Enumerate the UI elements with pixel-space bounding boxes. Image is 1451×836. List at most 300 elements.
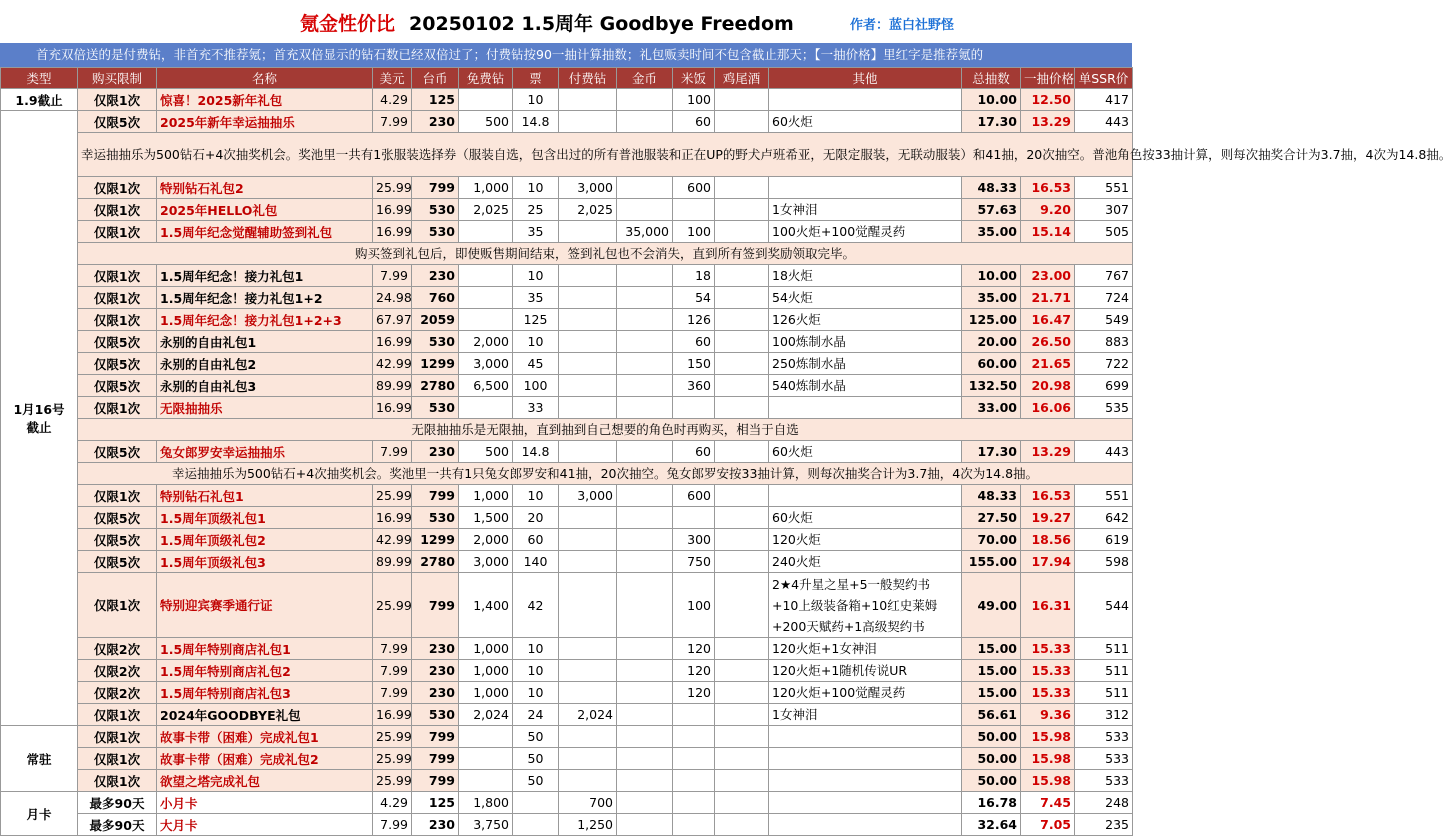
cell-per: 16.47	[1021, 309, 1075, 331]
cell-per: 23.00	[1021, 265, 1075, 287]
cell-ticket: 10	[513, 485, 559, 507]
cell-other	[769, 770, 962, 792]
cell-ticket: 45	[513, 353, 559, 375]
cell-ssr: 883	[1075, 331, 1133, 353]
cell-twd: 799	[412, 748, 459, 770]
cell-free: 1,000	[459, 682, 513, 704]
cell-limit: 仅限1次	[78, 485, 157, 507]
cell-rice	[673, 770, 715, 792]
cell-rice: 600	[673, 485, 715, 507]
title-bar	[0, 0, 1132, 43]
cell-ssr: 312	[1075, 704, 1133, 726]
table-row	[1, 199, 1133, 221]
cell-name: 故事卡带（困难）完成礼包1	[157, 726, 373, 748]
cell-per: 21.71	[1021, 287, 1075, 309]
cell-limit: 仅限1次	[78, 573, 157, 638]
cell-other: 540炼制水晶	[769, 375, 962, 397]
cell-free	[459, 287, 513, 309]
cell-limit: 仅限5次	[78, 529, 157, 551]
note-row	[1, 419, 1133, 441]
subtitle-text: 20250102 1.5周年 Goodbye Freedom	[409, 13, 794, 35]
title-text: 氪金性价比	[300, 13, 396, 35]
cell-paid: 700	[559, 792, 617, 814]
cell-per: 13.29	[1021, 441, 1075, 463]
cell-usd: 16.99	[373, 221, 412, 243]
column-header: 单SSR价	[1075, 68, 1133, 89]
cell-free: 500	[459, 441, 513, 463]
cell-free: 2,024	[459, 704, 513, 726]
cell-limit: 仅限5次	[78, 375, 157, 397]
cell-limit: 最多90天	[78, 814, 157, 836]
cell-total: 32.64	[962, 814, 1021, 836]
cell-per: 15.33	[1021, 660, 1075, 682]
cell-per: 15.98	[1021, 726, 1075, 748]
cell-per: 20.98	[1021, 375, 1075, 397]
notice-banner	[0, 43, 1132, 67]
cell-name: 永别的自由礼包1	[157, 331, 373, 353]
cell-twd: 530	[412, 704, 459, 726]
column-header: 购买限制	[78, 68, 157, 89]
cell-name: 2024年GOODBYE礼包	[157, 704, 373, 726]
cell-gold	[617, 199, 673, 221]
cell-ssr: 505	[1075, 221, 1133, 243]
cell-twd: 530	[412, 331, 459, 353]
cell-total: 48.33	[962, 485, 1021, 507]
cell-twd: 230	[412, 638, 459, 660]
table-row	[1, 551, 1133, 573]
cell-ssr: 443	[1075, 441, 1133, 463]
cell-cocktail	[715, 199, 769, 221]
column-header: 一抽价格	[1021, 68, 1075, 89]
cell-cocktail	[715, 770, 769, 792]
cell-usd: 67.97	[373, 309, 412, 331]
cell-gold	[617, 309, 673, 331]
cell-cocktail	[715, 726, 769, 748]
cell-ticket: 10	[513, 682, 559, 704]
cell-ticket: 14.8	[513, 441, 559, 463]
cell-paid	[559, 660, 617, 682]
cell-cocktail	[715, 375, 769, 397]
cell-per: 15.33	[1021, 682, 1075, 704]
cell-rice: 120	[673, 638, 715, 660]
column-header: 付费钻	[559, 68, 617, 89]
cell-gold: 35,000	[617, 221, 673, 243]
cell-rice: 120	[673, 660, 715, 682]
cell-limit: 仅限1次	[78, 770, 157, 792]
cell-cocktail	[715, 792, 769, 814]
cell-ssr: 248	[1075, 792, 1133, 814]
cell-usd: 42.99	[373, 353, 412, 375]
cell-ticket: 10	[513, 89, 559, 111]
cell-ssr: 417	[1075, 89, 1133, 111]
cell-gold	[617, 551, 673, 573]
cell-rice: 126	[673, 309, 715, 331]
cell-ticket: 10	[513, 638, 559, 660]
cell-name: 大月卡	[157, 814, 373, 836]
cell-other	[769, 792, 962, 814]
table-row	[1, 485, 1133, 507]
cell-limit: 仅限5次	[78, 331, 157, 353]
cell-rice: 360	[673, 375, 715, 397]
cell-ssr: 307	[1075, 199, 1133, 221]
price-table	[0, 67, 1451, 836]
cell-limit: 仅限1次	[78, 726, 157, 748]
cell-name: 1.5周年纪念觉醒辅助签到礼包	[157, 221, 373, 243]
cell-total: 70.00	[962, 529, 1021, 551]
cell-ssr: 533	[1075, 726, 1133, 748]
cell-total: 50.00	[962, 770, 1021, 792]
table-row	[1, 792, 1133, 814]
cell-paid	[559, 726, 617, 748]
cell-limit: 仅限1次	[78, 265, 157, 287]
cell-free: 2,000	[459, 529, 513, 551]
cell-name: 2025年新年幸运抽抽乐	[157, 111, 373, 133]
cell-other	[769, 814, 962, 836]
cell-free	[459, 265, 513, 287]
cell-cocktail	[715, 704, 769, 726]
cell-other: 100炼制水晶	[769, 331, 962, 353]
cell-ssr: 511	[1075, 682, 1133, 704]
table-row	[1, 704, 1133, 726]
column-header: 金币	[617, 68, 673, 89]
cell-other	[769, 726, 962, 748]
cell-limit: 仅限1次	[78, 704, 157, 726]
cell-usd: 16.99	[373, 331, 412, 353]
cell-limit: 仅限2次	[78, 682, 157, 704]
cell-name: 2025年HELLO礼包	[157, 199, 373, 221]
cell-ticket: 125	[513, 309, 559, 331]
cell-usd: 7.99	[373, 441, 412, 463]
cell-paid	[559, 573, 617, 638]
cell-usd: 25.99	[373, 177, 412, 199]
cell-rice	[673, 199, 715, 221]
cell-free	[459, 726, 513, 748]
cell-ticket: 50	[513, 748, 559, 770]
table-row	[1, 265, 1133, 287]
cell-rice: 750	[673, 551, 715, 573]
cell-twd: 760	[412, 287, 459, 309]
cell-ssr: 642	[1075, 507, 1133, 529]
cell-ticket: 140	[513, 551, 559, 573]
cell-name: 1.5周年顶级礼包1	[157, 507, 373, 529]
cell-other: 60火炬	[769, 507, 962, 529]
cell-name: 永别的自由礼包3	[157, 375, 373, 397]
cell-twd: 530	[412, 397, 459, 419]
cell-other: 250炼制水晶	[769, 353, 962, 375]
cell-limit: 仅限5次	[78, 441, 157, 463]
cell-usd: 16.99	[373, 704, 412, 726]
note-row	[1, 243, 1133, 265]
cell-rice	[673, 397, 715, 419]
cell-cocktail	[715, 331, 769, 353]
cell-gold	[617, 770, 673, 792]
cell-ticket: 42	[513, 573, 559, 638]
cell-rice	[673, 726, 715, 748]
cell-free: 2,000	[459, 331, 513, 353]
cell-ticket: 33	[513, 397, 559, 419]
cell-ticket: 35	[513, 287, 559, 309]
cell-usd: 7.99	[373, 682, 412, 704]
cell-ssr: 724	[1075, 287, 1133, 309]
cell-name: 特别钻石礼包2	[157, 177, 373, 199]
cell-rice: 60	[673, 331, 715, 353]
cell-gold	[617, 638, 673, 660]
cell-free: 1,400	[459, 573, 513, 638]
cell-ssr: 235	[1075, 814, 1133, 836]
cell-gold	[617, 353, 673, 375]
cell-per: 18.56	[1021, 529, 1075, 551]
cell-cocktail	[715, 485, 769, 507]
cell-name: 永别的自由礼包2	[157, 353, 373, 375]
cell-total: 15.00	[962, 638, 1021, 660]
cell-name: 1.5周年纪念！接力礼包1	[157, 265, 373, 287]
cell-limit: 仅限5次	[78, 353, 157, 375]
cell-twd: 230	[412, 814, 459, 836]
cell-other: 120火炬+1随机传说UR	[769, 660, 962, 682]
cell-ticket: 50	[513, 770, 559, 792]
cell-limit: 仅限1次	[78, 309, 157, 331]
cell-gold	[617, 287, 673, 309]
column-header: 鸡尾酒	[715, 68, 769, 89]
cell-rice	[673, 814, 715, 836]
cell-twd: 799	[412, 177, 459, 199]
table-row	[1, 221, 1133, 243]
note-text: 购买签到礼包后，即使贩售期间结束，签到礼包也不会消失，直到所有签到奖励领取完毕。	[78, 243, 1133, 265]
table-row	[1, 441, 1133, 463]
cell-total: 27.50	[962, 507, 1021, 529]
table-row	[1, 397, 1133, 419]
cell-ticket: 24	[513, 704, 559, 726]
author-label: 作者：蓝白社野怪	[850, 18, 955, 33]
cell-per: 9.36	[1021, 704, 1075, 726]
cell-cocktail	[715, 814, 769, 836]
cell-ticket: 14.8	[513, 111, 559, 133]
cell-usd: 89.99	[373, 551, 412, 573]
cell-twd: 530	[412, 199, 459, 221]
cell-cocktail	[715, 265, 769, 287]
cell-free	[459, 770, 513, 792]
table-row	[1, 814, 1133, 836]
cell-usd: 42.99	[373, 529, 412, 551]
cell-paid: 3,000	[559, 177, 617, 199]
cell-free: 500	[459, 111, 513, 133]
cell-cocktail	[715, 397, 769, 419]
cell-rice: 300	[673, 529, 715, 551]
cell-per: 19.27	[1021, 507, 1075, 529]
category-cell: 1.9截止	[1, 89, 78, 111]
cell-cocktail	[715, 660, 769, 682]
cell-other: 1女神泪	[769, 704, 962, 726]
cell-limit: 仅限5次	[78, 507, 157, 529]
cell-name: 1.5周年纪念！接力礼包1+2+3	[157, 309, 373, 331]
cell-ssr: 443	[1075, 111, 1133, 133]
table-row	[1, 529, 1133, 551]
cell-per: 16.53	[1021, 177, 1075, 199]
cell-twd: 230	[412, 265, 459, 287]
cell-other: 2★4升星之星+5一般契约书 +10上级装备箱+10红史莱姆 +200天赋药+1高级契约书	[769, 573, 962, 638]
cell-ticket: 35	[513, 221, 559, 243]
cell-gold	[617, 814, 673, 836]
cell-total: 50.00	[962, 748, 1021, 770]
cell-cocktail	[715, 638, 769, 660]
cell-ticket: 50	[513, 726, 559, 748]
column-header: 其他	[769, 68, 962, 89]
cell-free: 1,500	[459, 507, 513, 529]
cell-per: 17.94	[1021, 551, 1075, 573]
cell-ssr: 511	[1075, 660, 1133, 682]
cell-total: 60.00	[962, 353, 1021, 375]
cell-ticket: 100	[513, 375, 559, 397]
cell-twd: 530	[412, 221, 459, 243]
cell-per: 21.65	[1021, 353, 1075, 375]
cell-rice: 100	[673, 221, 715, 243]
cell-paid	[559, 221, 617, 243]
column-header: 台币	[412, 68, 459, 89]
cell-usd: 7.99	[373, 660, 412, 682]
cell-twd: 230	[412, 111, 459, 133]
cell-ssr: 598	[1075, 551, 1133, 573]
cell-total: 48.33	[962, 177, 1021, 199]
cell-paid	[559, 397, 617, 419]
cell-name: 故事卡带（困难）完成礼包2	[157, 748, 373, 770]
cell-twd: 230	[412, 660, 459, 682]
cell-other	[769, 397, 962, 419]
cell-gold	[617, 485, 673, 507]
table-row	[1, 770, 1133, 792]
cell-limit: 仅限1次	[78, 89, 157, 111]
table-row	[1, 287, 1133, 309]
column-header: 名称	[157, 68, 373, 89]
table-row	[1, 309, 1133, 331]
cell-twd: 125	[412, 89, 459, 111]
cell-usd: 7.99	[373, 814, 412, 836]
cell-other: 120火炬+100觉醒灵药	[769, 682, 962, 704]
cell-ssr: 533	[1075, 748, 1133, 770]
cell-usd: 7.99	[373, 638, 412, 660]
header-row	[1, 68, 1133, 89]
cell-ssr: 619	[1075, 529, 1133, 551]
cell-total: 17.30	[962, 111, 1021, 133]
cell-free: 6,500	[459, 375, 513, 397]
cell-limit: 仅限1次	[78, 177, 157, 199]
cell-gold	[617, 397, 673, 419]
cell-gold	[617, 529, 673, 551]
cell-cocktail	[715, 353, 769, 375]
table-row	[1, 111, 1133, 133]
table-row	[1, 507, 1133, 529]
note-row	[1, 463, 1133, 485]
cell-gold	[617, 660, 673, 682]
cell-other: 1女神泪	[769, 199, 962, 221]
cell-per: 26.50	[1021, 331, 1075, 353]
cell-rice: 100	[673, 573, 715, 638]
cell-ticket: 10	[513, 265, 559, 287]
cell-ssr: 549	[1075, 309, 1133, 331]
cell-rice: 60	[673, 111, 715, 133]
cell-free: 1,800	[459, 792, 513, 814]
cell-paid	[559, 507, 617, 529]
category-cell: 月卡	[1, 792, 78, 836]
cell-ticket: 10	[513, 177, 559, 199]
cell-rice	[673, 704, 715, 726]
cell-name: 1.5周年顶级礼包3	[157, 551, 373, 573]
cell-usd: 7.99	[373, 265, 412, 287]
cell-twd: 2780	[412, 551, 459, 573]
cell-free	[459, 397, 513, 419]
cell-paid	[559, 529, 617, 551]
table-row	[1, 726, 1133, 748]
cell-usd: 24.98	[373, 287, 412, 309]
cell-gold	[617, 682, 673, 704]
cell-other: 60火炬	[769, 111, 962, 133]
note-text: 幸运抽抽乐为500钻石+4次抽奖机会。奖池里一共有1张服装选择券（服装自选，包含出过的所有普池服装和正在UP的野犬卢班希亚，无限定服装，无联动服装）和41抽，20次抽空。普池角色按33抽计算，则每次抽奖合计为3.7抽，4次为14.8抽。	[78, 133, 1133, 177]
cell-rice	[673, 792, 715, 814]
cell-ssr: 722	[1075, 353, 1133, 375]
table-row	[1, 331, 1133, 353]
cell-rice	[673, 507, 715, 529]
cell-cocktail	[715, 89, 769, 111]
cell-ssr: 551	[1075, 485, 1133, 507]
table-row	[1, 573, 1133, 638]
cell-other: 126火炬	[769, 309, 962, 331]
cell-total: 16.78	[962, 792, 1021, 814]
cell-limit: 仅限1次	[78, 287, 157, 309]
cell-gold	[617, 331, 673, 353]
cell-paid	[559, 89, 617, 111]
cell-cocktail	[715, 551, 769, 573]
cell-paid	[559, 265, 617, 287]
cell-name: 欲望之塔完成礼包	[157, 770, 373, 792]
cell-free: 3,000	[459, 353, 513, 375]
cell-limit: 仅限2次	[78, 638, 157, 660]
cell-gold	[617, 748, 673, 770]
cell-limit: 仅限1次	[78, 221, 157, 243]
cell-per: 7.05	[1021, 814, 1075, 836]
cell-other	[769, 177, 962, 199]
cell-paid	[559, 748, 617, 770]
cell-per: 16.31	[1021, 573, 1075, 638]
notice-text: 首充双倍送的是付费钻，非首充不推荐氪；首充双倍显示的钻石数已经双倍过了；付费钻按90一抽计算抽数；礼包贩卖时间不包含截止那天；【一抽价格】里红字是推荐氪的	[36, 47, 984, 62]
cell-other	[769, 748, 962, 770]
cell-paid: 2,024	[559, 704, 617, 726]
cell-total: 56.61	[962, 704, 1021, 726]
cell-per: 15.33	[1021, 638, 1075, 660]
cell-cocktail	[715, 221, 769, 243]
cell-cocktail	[715, 111, 769, 133]
cell-rice: 18	[673, 265, 715, 287]
cell-paid	[559, 309, 617, 331]
cell-cocktail	[715, 529, 769, 551]
cell-twd: 1299	[412, 529, 459, 551]
cell-free: 1,000	[459, 638, 513, 660]
cell-ticket: 10	[513, 331, 559, 353]
cell-total: 20.00	[962, 331, 1021, 353]
cell-twd: 125	[412, 792, 459, 814]
cell-per: 15.98	[1021, 770, 1075, 792]
cell-total: 57.63	[962, 199, 1021, 221]
table-row	[1, 638, 1133, 660]
cell-rice: 60	[673, 441, 715, 463]
cell-gold	[617, 704, 673, 726]
cell-twd: 1299	[412, 353, 459, 375]
cell-ticket: 60	[513, 529, 559, 551]
cell-other: 54火炬	[769, 287, 962, 309]
cell-cocktail	[715, 309, 769, 331]
cell-usd: 25.99	[373, 748, 412, 770]
cell-total: 125.00	[962, 309, 1021, 331]
cell-name: 兔女郎罗安幸运抽抽乐	[157, 441, 373, 463]
cell-twd: 799	[412, 573, 459, 638]
